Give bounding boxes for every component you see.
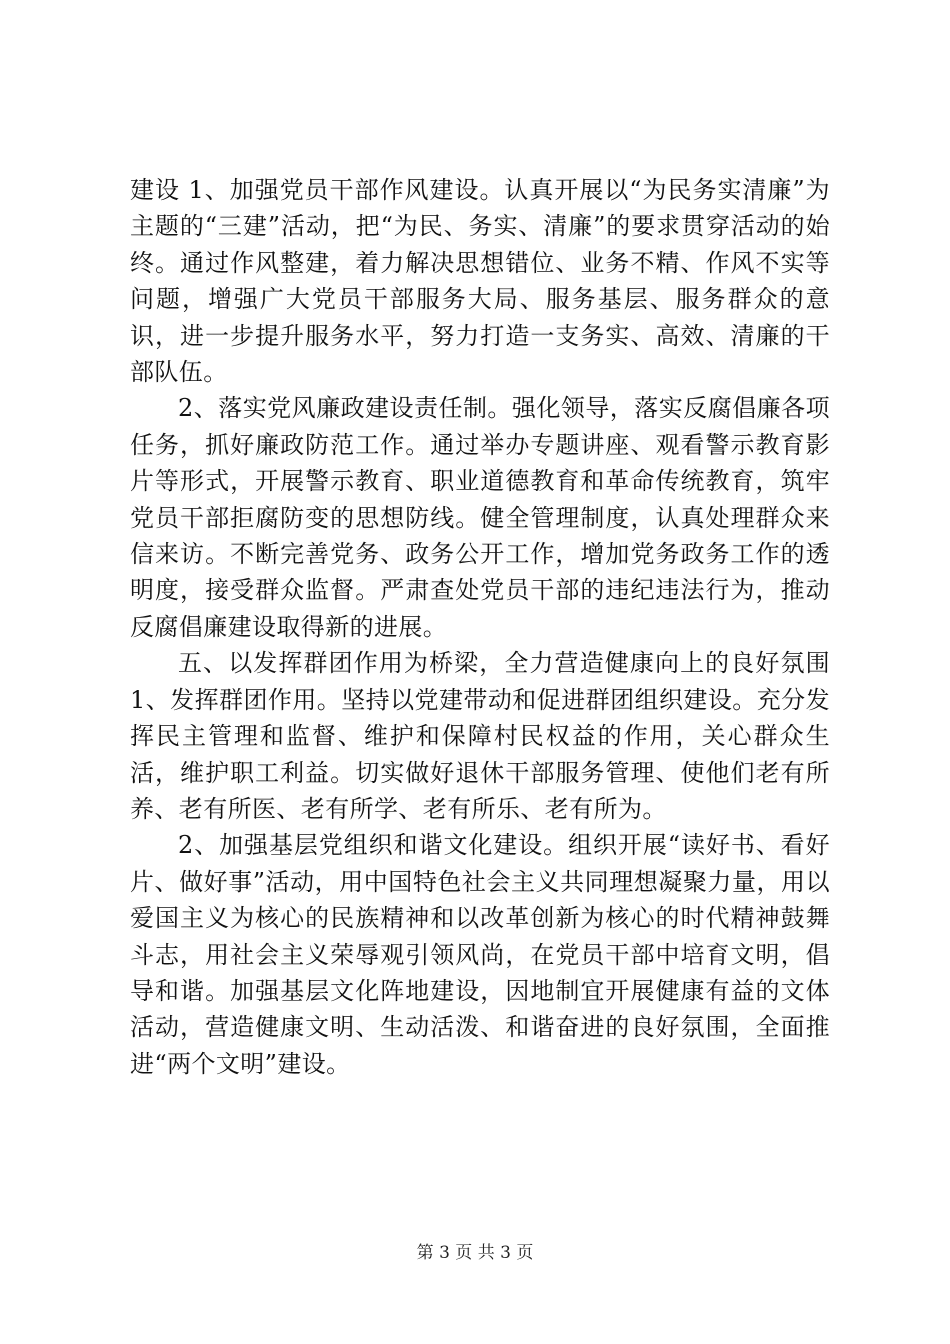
paragraph-3: 五、以发挥群团作用为桥梁，全力营造健康向上的良好氛围 1、发挥群团作用。坚持以党建带动和促进群团组织建设。充分发挥民主管理和监督、维护和保障村民权益的作用，关心群众生活，维护职工利益。切实做好退休干部服务管理、使他们老有所养、老有所医、老有所学、老有所乐、老有所为。 xyxy=(130,649,830,823)
paragraph-4: 2、加强基层党组织和谐文化建设。组织开展“读好书、看好片、做好事”活动，用中国特色社会主义共同理想凝聚力量，用以爱国主义为核心的民族精神和以改革创新为核心的时代精神鼓舞斗志，用社会主义荣辱观引领风尚，在党员干部中培育文明，倡导和谐。加强基层文化阵地建设，因地制宜开展健康有益的文体活动，营造健康文明、生动活泼、和谐奋进的良好氛围，全面推进“两个文明”建设。 xyxy=(130,831,830,1078)
document-body xyxy=(130,172,830,1082)
paragraph-1: 建设 1、加强党员干部作风建设。认真开展以“为民务实清廉”为主题的“三建”活动，把“为民、务实、清廉”的要求贯穿活动的始终。通过作风整建，着力解决思想错位、业务不精、作风不实等问题，增强广大党员干部服务大局、服务基层、服务群众的意识，进一步提升服务水平，努力打造一支务实、高效、清廉的干部队伍。 xyxy=(130,176,830,387)
page-number-footer: 第 3 页 共 3 页 xyxy=(416,1243,534,1263)
paragraph-2: 2、落实党风廉政建设责任制。强化领导，落实反腐倡廉各项任务，抓好廉政防范工作。通过举办专题讲座、观看警示教育影片等形式，开展警示教育、职业道德教育和革命传统教育，筑牢党员干部拒腐防变的思想防线。健全管理制度，认真处理群众来信来访。不断完善党务、政务公开工作，增加党务政务工作的透明度，接受群众监督。严肃查处党员干部的违纪违法行为，推动反腐倡廉建设取得新的进展。 xyxy=(130,394,830,641)
